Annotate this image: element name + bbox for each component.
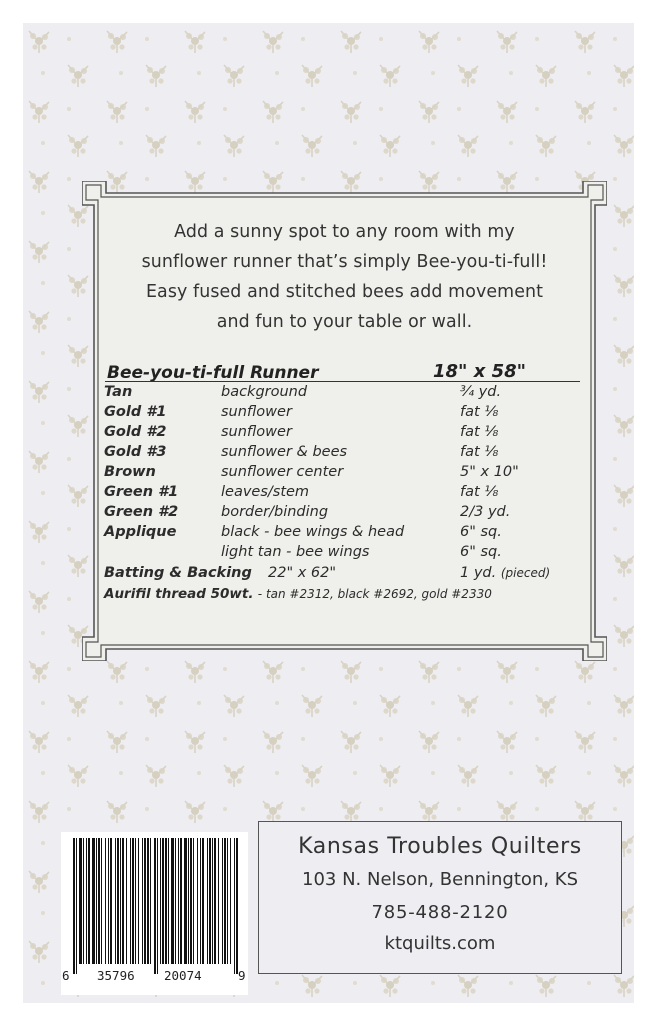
thread-row: [104, 586, 492, 602]
barcode-bar: [175, 838, 176, 964]
fabric-use: leaves/stem: [221, 484, 310, 500]
barcode-bar: [138, 838, 139, 964]
barcode-bar: [142, 838, 143, 964]
fabric-name: Brown: [104, 464, 156, 480]
barcode-bar: [193, 838, 194, 964]
intro-line: sunflower runner that’s simply Bee-you-ti-full!: [141, 252, 548, 272]
barcode-bar: [165, 838, 167, 964]
barcode-bar: [144, 838, 146, 964]
barcode-bar: [73, 838, 75, 974]
fabric-use: border/binding: [221, 504, 329, 520]
intro-line: Add a sunny spot to any room with my: [174, 222, 515, 242]
intro-line: Easy fused and stitched bees add movement: [145, 282, 544, 302]
fabric-name: Applique: [104, 524, 177, 540]
barcode-bar: [135, 838, 136, 964]
barcode-bar: [98, 838, 100, 964]
barcode-bars: [61, 832, 248, 995]
barcode-bar: [180, 838, 182, 964]
fabric-name: Green #2: [104, 504, 179, 520]
batting-yardage: 1 yd.: [460, 565, 497, 581]
barcode-bar: [222, 838, 223, 964]
barcode-bar: [122, 838, 124, 964]
barcode-bar: [132, 838, 134, 964]
barcode-bar: [184, 838, 187, 964]
barcode-bar: [154, 838, 156, 974]
barcode-bar: [162, 838, 164, 964]
barcode-bar: [115, 838, 116, 964]
fabric-amount: 6" sq.: [460, 544, 502, 560]
project-size: 18" x 58": [433, 361, 526, 382]
barcode-bar: [117, 838, 119, 964]
barcode-bar: [209, 838, 211, 964]
barcode-bar: [79, 838, 82, 964]
publisher-phone[interactable]: 785-488-2120: [371, 902, 509, 923]
upc-barcode: [61, 832, 248, 995]
barcode-bar: [92, 838, 95, 964]
batting-note: (pieced): [500, 566, 551, 580]
barcode-bar: [105, 838, 106, 964]
barcode-bar: [168, 838, 169, 964]
barcode-left-digit: 6: [62, 968, 70, 983]
publisher-info-box: [258, 821, 622, 974]
publisher-address: 103 N. Nelson, Bennington, KS: [302, 869, 578, 890]
barcode-bar: [218, 838, 219, 964]
barcode-bar: [202, 838, 204, 964]
barcode-bar: [150, 838, 151, 964]
barcode-bar: [197, 838, 198, 964]
barcode-bar: [212, 838, 213, 964]
barcode-bar: [86, 838, 87, 964]
publisher-website[interactable]: ktquilts.com: [384, 933, 496, 954]
intro-line: and fun to your table or wall.: [216, 312, 473, 332]
batting-size: 22" x 62": [268, 565, 337, 581]
batting-label: Batting & Backing: [104, 565, 252, 581]
barcode-bar: [200, 838, 201, 964]
requirement-row: [82, 484, 607, 504]
barcode-bar: [236, 838, 238, 974]
fabric-amount: fat ⅛: [460, 444, 499, 460]
barcode-bar: [96, 838, 97, 964]
barcode-bar: [126, 838, 127, 964]
barcode-group-2: 20074: [164, 968, 202, 983]
fabric-use: sunflower: [221, 424, 292, 440]
fabric-use: light tan - bee wings: [221, 544, 370, 560]
fabric-use: black - bee wings & head: [221, 524, 405, 540]
fabric-use: sunflower & bees: [221, 444, 348, 460]
title-underline: [105, 381, 580, 382]
batting-amount: [460, 565, 550, 581]
publisher-name: Kansas Troubles Quilters: [298, 834, 582, 859]
barcode-bar: [157, 838, 158, 974]
fabric-amount: 5" x 10": [460, 464, 519, 480]
barcode-bar: [76, 838, 77, 974]
barcode-group-1: 35796: [97, 968, 135, 983]
requirement-row: [82, 504, 607, 524]
fabric-name: Gold #3: [104, 444, 167, 460]
barcode-bar: [207, 838, 208, 964]
requirement-row: [82, 544, 607, 564]
fabric-name: Green #1: [104, 484, 179, 500]
fabric-amount: fat ⅛: [460, 424, 499, 440]
fabric-amount: 2/3 yd.: [460, 504, 511, 520]
fabric-amount: fat ⅛: [460, 484, 499, 500]
barcode-bar: [130, 838, 131, 964]
barcode-bar: [88, 838, 90, 964]
fabric-use: sunflower: [221, 404, 292, 420]
batting-row: [82, 565, 607, 585]
requirement-row: [82, 464, 607, 484]
requirement-row: [82, 424, 607, 444]
barcode-bar: [108, 838, 109, 964]
barcode-bar: [110, 838, 112, 964]
fabric-use: sunflower center: [221, 464, 344, 480]
fabric-amount: ¾ yd.: [460, 384, 502, 400]
barcode-bar: [101, 838, 102, 964]
fabric-requirements-panel: [82, 181, 607, 661]
barcode-bar: [188, 838, 189, 964]
barcode-right-digit: 9: [238, 968, 246, 983]
barcode-bar: [171, 838, 174, 964]
barcode-bar: [214, 838, 216, 964]
requirement-row: [82, 404, 607, 424]
barcode-bar: [234, 838, 235, 974]
fabric-use: background: [221, 384, 308, 400]
barcode-bar: [120, 838, 121, 964]
project-title: Bee-you-ti-full Runner: [107, 363, 319, 383]
barcode-bar: [160, 838, 161, 964]
intro-text: [82, 217, 607, 337]
requirement-row: [82, 444, 607, 464]
fabric-name: Gold #2: [104, 424, 167, 440]
requirement-row: [82, 384, 607, 404]
barcode-bar: [230, 838, 231, 964]
barcode-bar: [83, 838, 84, 964]
pattern-back-cover: [23, 23, 634, 1003]
barcode-bar: [227, 838, 228, 964]
barcode-bar: [147, 838, 149, 964]
requirement-row: [82, 524, 607, 544]
thread-details: - tan #2312, black #2692, gold #2330: [257, 587, 492, 601]
barcode-bar: [190, 838, 192, 964]
fabric-amount: 6" sq.: [460, 524, 502, 540]
thread-label: Aurifil thread 50wt.: [104, 586, 254, 602]
barcode-bar: [224, 838, 226, 964]
fabric-name: Tan: [104, 384, 133, 400]
fabric-name: Gold #1: [104, 404, 167, 420]
fabric-amount: fat ⅛: [460, 404, 499, 420]
barcode-bar: [178, 838, 179, 964]
